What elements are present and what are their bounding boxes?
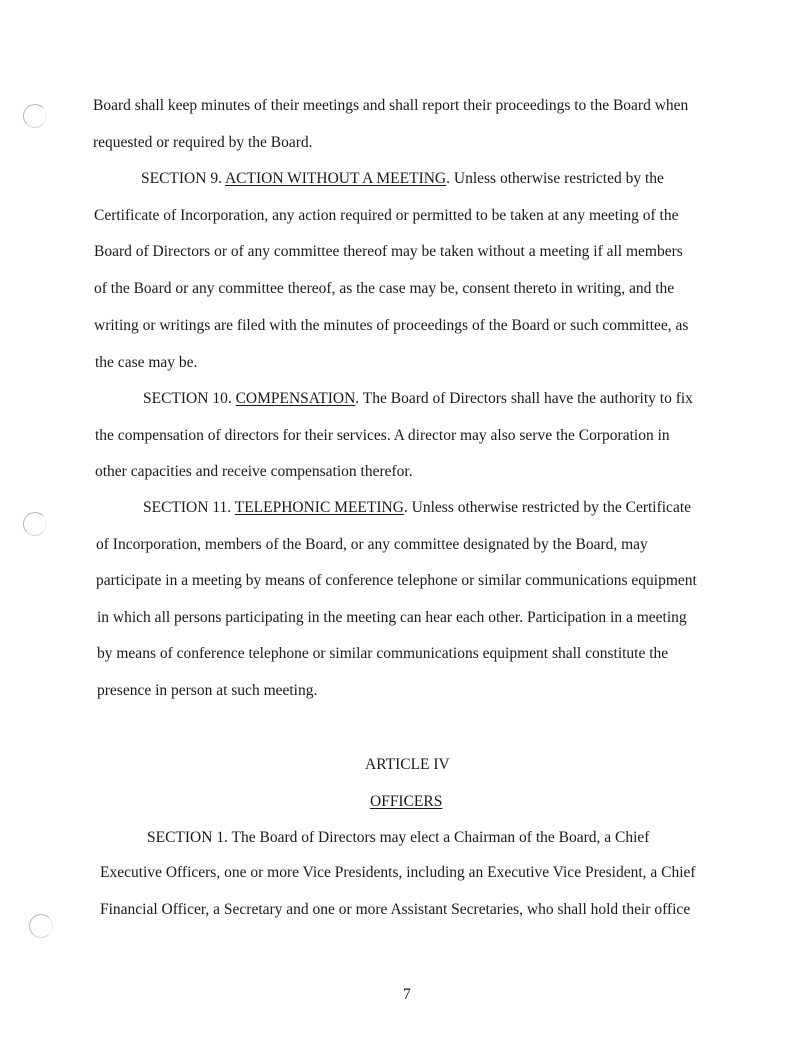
section-9-line: the case may be.: [95, 354, 198, 371]
section-11-line: participate in a meeting by means of conference telephone or similar communications equipment: [96, 572, 697, 589]
section-11-first-line: [143, 499, 691, 517]
article-subheading: OFFICERS: [370, 793, 443, 810]
section-1-line: Executive Officers, one or more Vice Presidents, including an Executive Vice President, a Chief: [100, 864, 696, 881]
section-9-first-line: [141, 170, 664, 188]
section-11-line: of Incorporation, members of the Board, or any committee designated by the Board, may: [96, 536, 648, 553]
paragraph-line: Board shall keep minutes of their meetings and shall report their proceedings to the Board when: [93, 97, 689, 114]
section-10-first-line: [143, 390, 693, 408]
section-10-line: other capacities and receive compensation therefor.: [95, 463, 413, 480]
section-9-line: of the Board or any committee thereof, as the case may be, consent thereto in writing, and the: [94, 280, 675, 297]
section-1-first-line: SECTION 1. The Board of Directors may elect a Chairman of the Board, a Chief: [147, 829, 650, 846]
section-11-first-rest: . Unless otherwise restricted by the Certificate: [403, 499, 692, 516]
section-10-line: the compensation of directors for their services. A director may also serve the Corporation in: [95, 427, 670, 444]
binder-hole-top: [23, 104, 47, 128]
section-11-title: TELEPHONIC MEETING: [234, 499, 404, 516]
binder-hole-bottom: [29, 914, 53, 938]
section-11-line: by means of conference telephone or similar communications equipment shall constitute the: [97, 645, 669, 662]
section-9-line: Certificate of Incorporation, any action required or permitted to be taken at any meeting of the: [94, 207, 679, 224]
section-10-number: SECTION 10.: [143, 390, 232, 407]
section-9-line: writing or writings are filed with the minutes of proceedings of the Board or such committee, as: [94, 317, 689, 334]
section-9-line: Board of Directors or of any committee thereof may be taken without a meeting if all members: [94, 243, 683, 260]
binder-hole-middle: [23, 512, 47, 536]
paragraph-line: requested or required by the Board.: [93, 134, 313, 151]
section-1-line: Financial Officer, a Secretary and one or more Assistant Secretaries, who shall hold their office: [100, 901, 691, 918]
section-9-title: ACTION WITHOUT A MEETING: [224, 170, 447, 187]
section-11-line: in which all persons participating in the meeting can hear each other. Participation in a meeting: [97, 609, 687, 626]
section-10-title: COMPENSATION: [235, 390, 356, 407]
page-number: 7: [403, 986, 411, 1003]
section-10-first-rest: . The Board of Directors shall have the authority to fix: [355, 390, 693, 407]
section-11-line: presence in person at such meeting.: [97, 682, 318, 699]
article-heading: ARTICLE IV: [365, 756, 450, 773]
section-11-number: SECTION 11.: [143, 499, 232, 516]
section-9-number: SECTION 9.: [141, 170, 222, 187]
section-9-first-rest: . Unless otherwise restricted by the: [446, 170, 664, 187]
